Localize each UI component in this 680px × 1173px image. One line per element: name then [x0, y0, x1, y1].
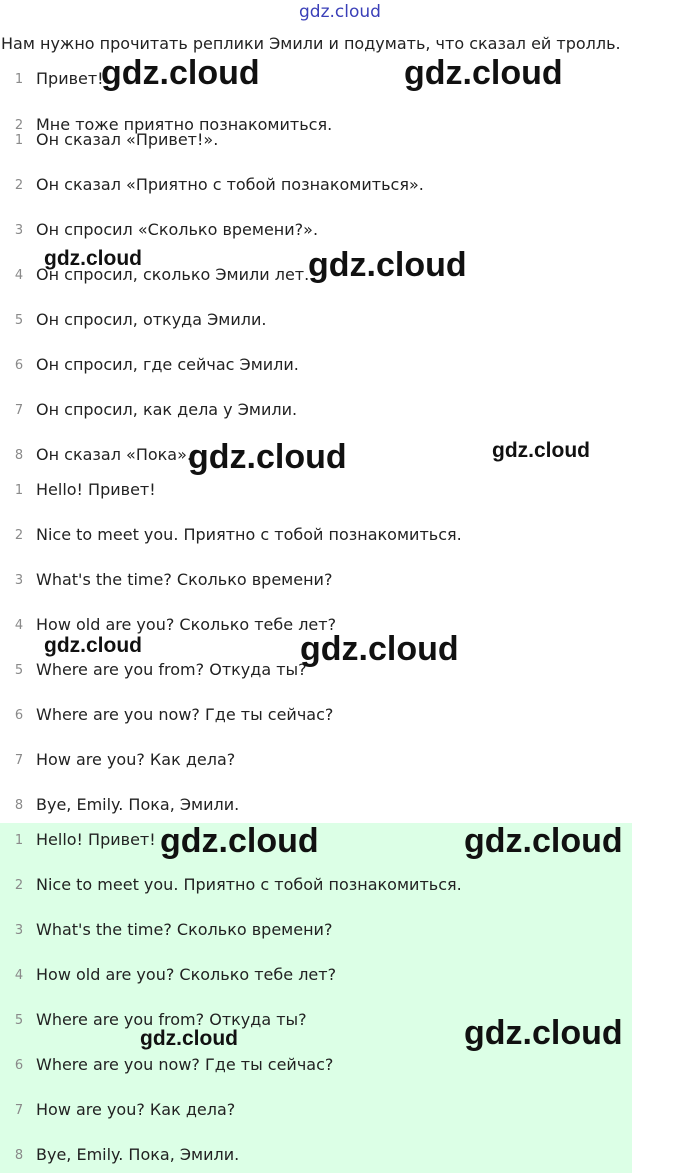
list-item: [0, 480, 640, 504]
item-text: What's the time? Сколько времени?: [36, 920, 333, 939]
watermark: gdz.cloud: [140, 1027, 238, 1050]
watermark: gdz.cloud: [44, 634, 142, 657]
list-item: [0, 1055, 640, 1079]
item-number: 4: [14, 618, 24, 633]
intro-text: Нам нужно прочитать реплики Эмили и подумать, что сказал ей тролль.: [1, 34, 621, 53]
watermark: gdz.cloud: [404, 54, 563, 92]
item-text: Он спросил, как дела у Эмили.: [36, 400, 298, 419]
item-number: 6: [14, 358, 24, 373]
item-number: 8: [14, 1148, 24, 1163]
item-text: How old are you? Сколько тебе лет?: [36, 965, 337, 984]
item-number: 8: [14, 448, 24, 463]
watermark: gdz.cloud: [160, 822, 319, 860]
watermark: gdz.cloud: [308, 246, 467, 284]
item-text: Он сказал «Приятно с тобой познакомиться».: [36, 175, 424, 194]
item-number: 4: [14, 268, 24, 283]
list-item: [0, 220, 640, 244]
item-number: 5: [14, 663, 24, 678]
item-number: 6: [14, 1058, 24, 1073]
item-number: 1: [14, 133, 24, 148]
item-text: Hello! Привет!: [36, 480, 156, 499]
item-text: Where are you from? Откуда ты?: [36, 1010, 307, 1029]
item-text: Where are you now? Где ты сейчас?: [36, 1055, 334, 1074]
item-number: 2: [14, 878, 24, 893]
item-text: Bye, Emily. Пока, Эмили.: [36, 1145, 240, 1164]
watermark: gdz.cloud: [464, 1014, 623, 1052]
list-item: [0, 175, 640, 199]
watermark: gdz.cloud: [300, 630, 459, 668]
item-number: 4: [14, 968, 24, 983]
item-number: 1: [14, 72, 24, 87]
item-number: 2: [14, 118, 24, 133]
item-number: 3: [14, 223, 24, 238]
watermark: gdz.cloud: [44, 247, 142, 270]
item-number: 2: [14, 528, 24, 543]
item-text: Он спросил, сколько Эмили лет.: [36, 265, 310, 284]
item-number: 1: [14, 833, 24, 848]
list-item: [0, 525, 640, 549]
list-item: [0, 705, 640, 729]
cut-off-line: [0, 112, 640, 134]
watermark: gdz.cloud: [464, 822, 623, 860]
item-number: 3: [14, 573, 24, 588]
site-link[interactable]: gdz.cloud: [299, 2, 381, 22]
item-text: Он сказал «Пока».: [36, 445, 192, 464]
list-item: [0, 920, 640, 944]
item-text: Nice to meet you. Приятно с тобой познакомиться.: [36, 875, 462, 894]
list-item: [0, 1145, 640, 1169]
item-text: Он спросил, откуда Эмили.: [36, 310, 267, 329]
list-item: [0, 130, 640, 154]
item-text: Привет!: [36, 69, 104, 88]
item-number: 2: [14, 178, 24, 193]
item-text: Мне тоже приятно познакомиться.: [36, 115, 333, 134]
list-item: [0, 795, 640, 819]
item-text: How are you? Как дела?: [36, 750, 236, 769]
item-text: Where are you now? Где ты сейчас?: [36, 705, 334, 724]
list-item: [0, 965, 640, 989]
item-text: Он спросил, где сейчас Эмили.: [36, 355, 299, 374]
item-text: Он сказал «Привет!».: [36, 130, 219, 149]
item-number: 5: [14, 313, 24, 328]
list-item: [0, 875, 640, 899]
list-item: [0, 400, 640, 424]
list-item: [0, 750, 640, 774]
item-text: Он спросил «Сколько времени?».: [36, 220, 319, 239]
item-number: 1: [14, 483, 24, 498]
list-item: [0, 1100, 640, 1124]
item-text: How are you? Как дела?: [36, 1100, 236, 1119]
item-number: 6: [14, 708, 24, 723]
list-item: [0, 355, 640, 379]
item-text: What's the time? Сколько времени?: [36, 570, 333, 589]
item-text: Nice to meet you. Приятно с тобой познакомиться.: [36, 525, 462, 544]
item-text: Hello! Привет!: [36, 830, 156, 849]
item-text: How old are you? Сколько тебе лет?: [36, 615, 337, 634]
item-number: 7: [14, 403, 24, 418]
item-number: 7: [14, 753, 24, 768]
watermark: gdz.cloud: [101, 54, 260, 92]
item-number: 3: [14, 923, 24, 938]
item-text: Where are you from? Откуда ты?: [36, 660, 307, 679]
item-text: Bye, Emily. Пока, Эмили.: [36, 795, 240, 814]
list-item: [0, 310, 640, 334]
item-number: 7: [14, 1103, 24, 1118]
watermark: gdz.cloud: [492, 439, 590, 462]
item-number: 5: [14, 1013, 24, 1028]
list-item: [0, 570, 640, 594]
item-number: 8: [14, 798, 24, 813]
watermark: gdz.cloud: [188, 438, 347, 476]
